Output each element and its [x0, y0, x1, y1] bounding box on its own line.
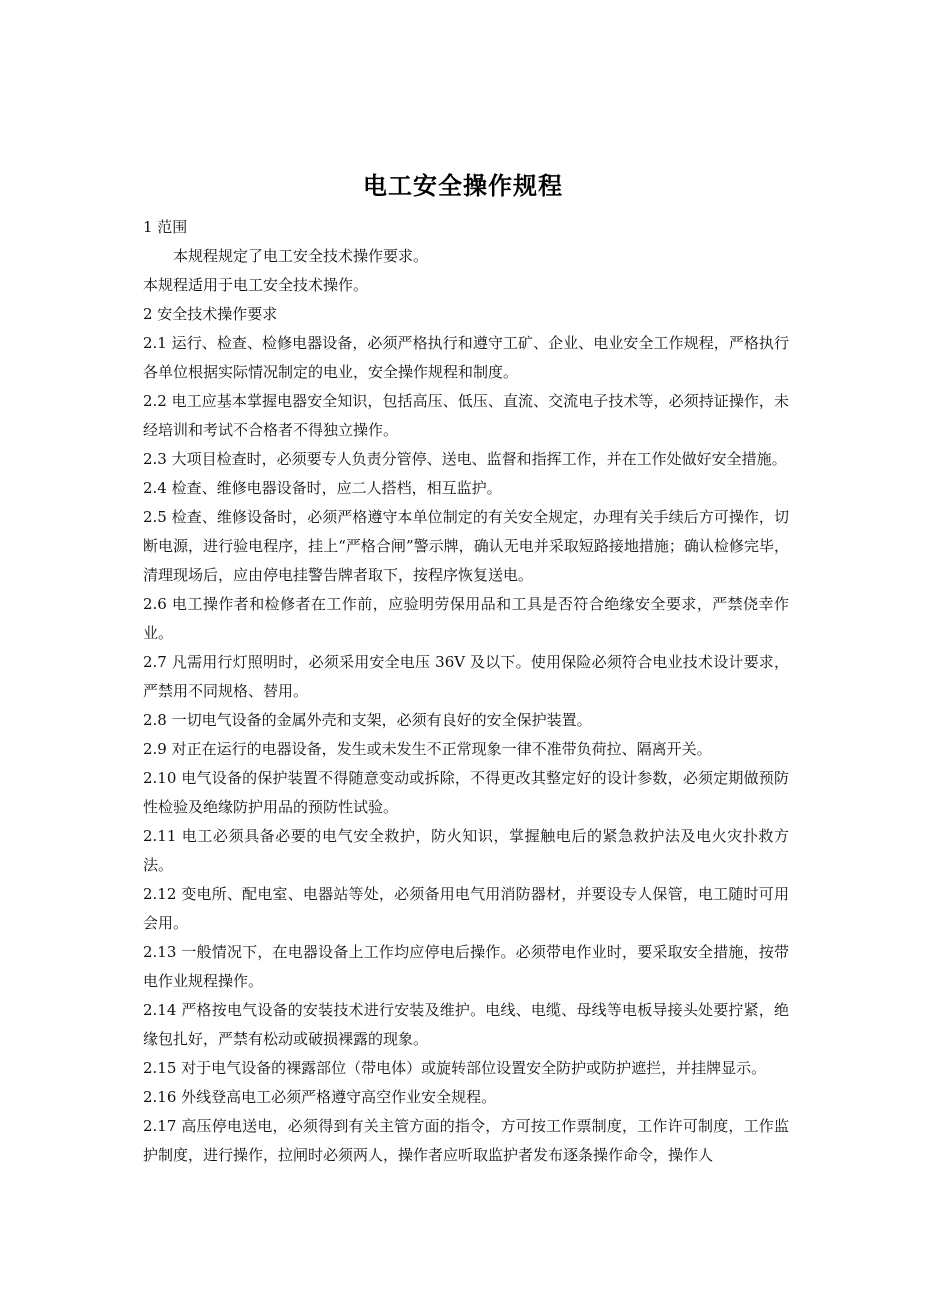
document-paragraph: 2.3 大项目检查时，必须要专人负责分管停、送电、监督和指挥工作，并在工作处做好安全措施。 [143, 450, 787, 468]
document-paragraph: 2.13 一般情况下，在电器设备上工作均应停电后操作。必须带电作业时，要采取安全措施，按带电作业规程操作。 [143, 943, 789, 990]
document-paragraph: 2 安全技术操作要求 [143, 305, 278, 323]
document-paragraph: 2.11 电工必须具备必要的电气安全救护，防火知识，掌握触电后的紧急救护法及电火灾扑救方法。 [143, 827, 789, 874]
document-paragraph: 2.12 变电所、配电室、电器站等处，必须备用电气用消防器材，并要设专人保管，电工随时可用会用。 [143, 885, 789, 932]
document-paragraph: 2.16 外线登高电工必须严格遵守高空作业安全规程。 [143, 1088, 497, 1106]
document-paragraph: 2.8 一切电气设备的金属外壳和支架，必须有良好的安全保护装置。 [143, 711, 592, 729]
document-paragraph: 2.9 对正在运行的电器设备，发生或未发生不正常现象一律不准带负荷拉、隔离开关。 [143, 740, 712, 758]
document-paragraph: 1 范围 [143, 218, 188, 236]
document-paragraph: 本规程适用于电工安全技术操作。 [143, 276, 369, 294]
document-paragraph: 2.4 检查、维修电器设备时，应二人搭档，相互监护。 [143, 479, 502, 497]
document-paragraph: 本规程规定了电工安全技术操作要求。 [173, 247, 429, 265]
document-paragraph: 2.10 电气设备的保护装置不得随意变动或拆除，不得更改其整定好的设计参数，必须定期做预防性检验及绝缘防护用品的预防性试验。 [143, 769, 789, 816]
document-paragraph: 2.14 严格按电气设备的安装技术进行安装及维护。电线、电缆、母线等电板导接头处要拧紧，绝缘包扎好，严禁有松动或破损裸露的现象。 [143, 1001, 789, 1048]
document-paragraph: 2.5 检查、维修设备时，必须严格遵守本单位制定的有关安全规定，办理有关手续后方可操作，切断电源，进行验电程序，挂上“严格合闸”警示牌，确认无电并采取短路接地措施；确认检修完毕，清理现场后，应由停电挂警告牌者取下，按程序恢复送电。 [143, 508, 789, 584]
document-paragraph: 2.2 电工应基本掌握电器安全知识，包括高压、低压、直流、交流电子技术等，必须持证操作，未经培训和考试不合格者不得独立操作。 [143, 392, 789, 439]
document-paragraph: 2.6 电工操作者和检修者在工作前，应验明劳保用品和工具是否符合绝缘安全要求，严禁侥幸作业。 [143, 595, 789, 642]
document-paragraph: 2.1 运行、检查、检修电器设备，必须严格执行和遵守工矿、企业、电业安全工作规程，严格执行各单位根据实际情况制定的电业，安全操作规程和制度。 [143, 334, 789, 381]
document-title: 电工安全操作规程 [363, 172, 563, 200]
document-body [143, 213, 789, 1170]
document-paragraph: 2.17 高压停电送电，必须得到有关主管方面的指令，方可按工作票制度，工作许可制度，工作监护制度，进行操作，拉闸时必须两人，操作者应听取监护者发布逐条操作命令，操作人 [143, 1117, 789, 1164]
document-paragraph: 2.7 凡需用行灯照明时，必须采用安全电压 36V 及以下。使用保险必须符合电业技术设计要求，严禁用不同规格、替用。 [143, 653, 789, 700]
document-paragraph: 2.15 对于电气设备的裸露部位（带电体）或旋转部位设置安全防护或防护遮拦，并挂牌显示。 [143, 1059, 767, 1077]
